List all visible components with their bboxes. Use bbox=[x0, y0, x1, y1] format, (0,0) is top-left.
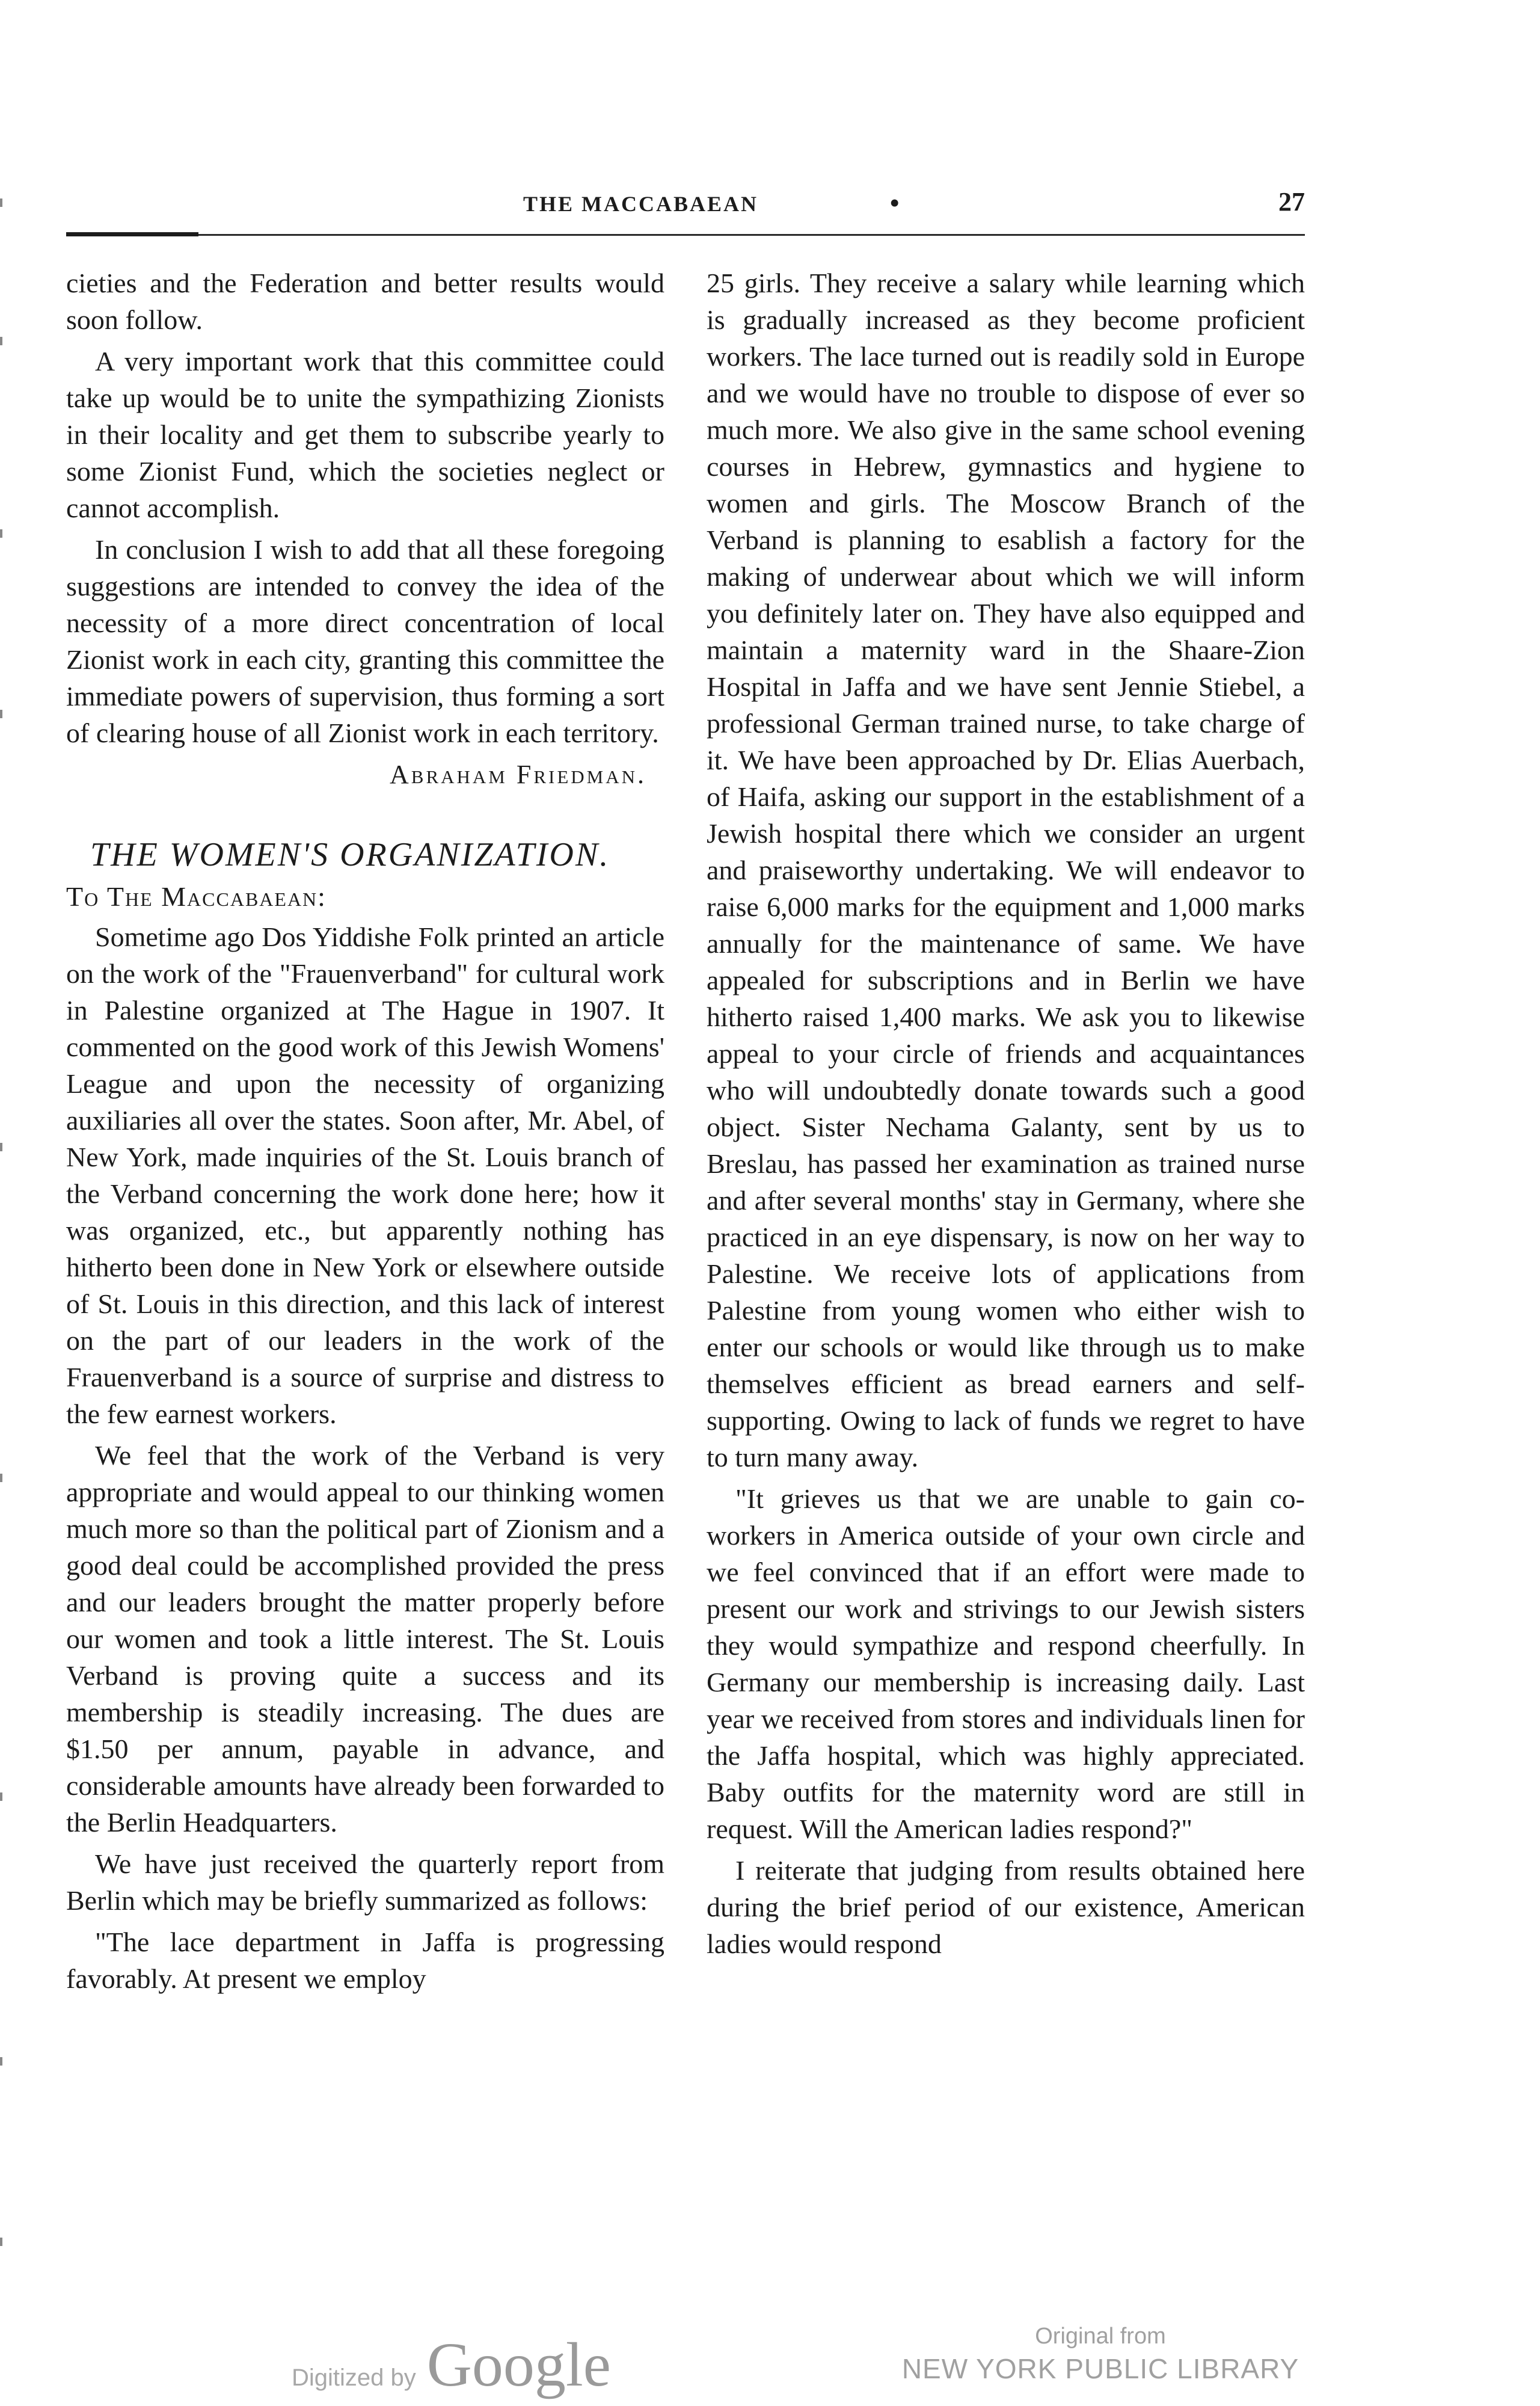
signature: Abraham Friedman. bbox=[390, 760, 646, 789]
salutation: To The Maccabaean: bbox=[66, 881, 327, 912]
section-heading: THE WOMEN'S ORGANIZATION. bbox=[90, 836, 610, 873]
library-name: NEW YORK PUBLIC LIBRARY bbox=[901, 2353, 1299, 2384]
page-number: 27 bbox=[1278, 187, 1305, 217]
right-column bbox=[707, 265, 1305, 1967]
scan-speck bbox=[0, 1792, 2, 1801]
header-rule bbox=[198, 234, 1305, 236]
paragraph: cieties and the Federation and better results would soon follow. bbox=[66, 268, 664, 335]
scan-speck bbox=[0, 198, 2, 207]
paragraph: In conclusion I wish to add that all these foregoing suggestions are intended to convey the idea of the necessity of a more direct concentration of local Zionist work in each city, granting this committee the immediate powers of supervision, thus forming a sort of clearing house of all Zionist work in each territory. bbox=[66, 534, 664, 748]
scan-speck bbox=[0, 2057, 2, 2066]
paragraph: 25 girls. They receive a salary while learning which is gradually increased as they become proficient workers. The lace turned out is readily sold in Europe and we would have no trouble to dispose of ever so much more. We also give in the same school evening courses in Hebrew, gymnastics and hygiene to women and girls. The Moscow Branch of the Verband is planning to esablish a factory for the making of underwear about which we will inform you definitely later on. They have also equipped and maintain a maternity ward in the Shaare-Zion Hospital in Jaffa and we have sent Jennie Stiebel, a professional German trained nurse, to take charge of it. We have been approached by Dr. Elias Auerbach, of Haifa, asking our support in the establishment of a Jewish hospital there which we consider an urgent and praiseworthy undertaking. We will endeavor to raise 6,000 marks for the equipment and 1,000 marks annually for the maintenance of same. We have appealed for subscriptions and in Berlin we have hitherto raised 1,400 marks. We ask you to likewise appeal to your circle of friends and acquaintances who will undoubtedly donate towards such a good object. Sister Nechama Galanty, sent by us to Breslau, has passed her examination as trained nurse and after several months' stay in Germany, where she practiced in an eye dispensary, is now on her way to Palestine. We receive lots of applications from Palestine from young women who either wish to enter our schools or would like through us to make themselves efficient as bread earners and self-supporting. Owing to lack of funds we regret to have to turn many away. bbox=[707, 268, 1305, 1472]
paragraph: "The lace department in Jaffa is progressing favorably. At present we employ bbox=[66, 1927, 664, 1994]
paragraph: A very important work that this committee could take up would be to unite the sympathizing Zionists in their locality and get them to subscribe yearly to some Zionist Fund, which the societies neglect or cannot accomplish. bbox=[66, 346, 664, 523]
left-column bbox=[66, 265, 664, 2002]
digitized-by-watermark bbox=[292, 2329, 611, 2399]
scan-speck bbox=[0, 710, 2, 718]
paragraph: We have just received the quarterly report from Berlin which may be briefly summarized as follows: bbox=[66, 1848, 664, 1916]
paragraph: We feel that the work of the Verband is very appropriate and would appeal to our thinking women much more so than the political part of Zionism and a good deal could be accomplished provided the press and our leaders brought the matter properly before our women and took a little interest. The St. Louis Verband is proving quite a success and its membership is steadily increasing. The dues are $1.50 per annum, payable in advance, and considerable amounts have already been forwarded to the Berlin Headquarters. bbox=[66, 1440, 664, 1838]
scan-speck bbox=[0, 1474, 2, 1482]
header-rule-thick bbox=[66, 232, 198, 236]
running-title: THE MACCABAEAN bbox=[523, 192, 759, 216]
paragraph: I reiterate that judging from results obtained here during the brief period of our existence, American ladies would respond bbox=[707, 1855, 1305, 1959]
original-from-label: Original from bbox=[1035, 2324, 1166, 2349]
scan-speck bbox=[0, 1143, 2, 1151]
paragraph: "It grieves us that we are unable to gain co-workers in America outside of your own circle and we feel convinced that if an effort were made to present our work and strivings to our Jewish sisters they would sympathize and respond cheerfully. In Germany our membership is increasing daily. Last year we received from stores and individuals linen for the Jaffa hospital, which was highly appreciated. Baby outfits for the maternity word are still in request. Will the American ladies respond?" bbox=[707, 1483, 1305, 1844]
running-head bbox=[66, 187, 1305, 227]
scan-speck bbox=[0, 337, 2, 345]
running-head-dot: • bbox=[890, 188, 900, 218]
original-from-watermark bbox=[896, 2322, 1305, 2387]
google-logo: Google bbox=[426, 2330, 611, 2399]
digitized-by-label: Digitized by bbox=[292, 2364, 416, 2391]
scan-speck bbox=[0, 2238, 2, 2246]
paragraph: Sometime ago Dos Yiddishe Folk printed an article on the work of the "Frauenverband" for cultural work in Palestine organized at The Hague in 1907. It commented on the good work of this Jewish Womens' League and upon the necessity of organizing auxiliaries all over the states. Soon after, Mr. Abel, of New York, made inquiries of the St. Louis branch of the Verband concerning the work done here; how it was organized, etc., but apparently nothing has hitherto been done in New York or elsewhere outside of St. Louis in this direction, and this lack of interest on the part of our leaders in the work of the Frauenverband is a source of surprise and distress to the few earnest workers. bbox=[66, 921, 664, 1429]
scan-margin-marks bbox=[0, 0, 24, 2406]
scan-speck bbox=[0, 529, 2, 538]
